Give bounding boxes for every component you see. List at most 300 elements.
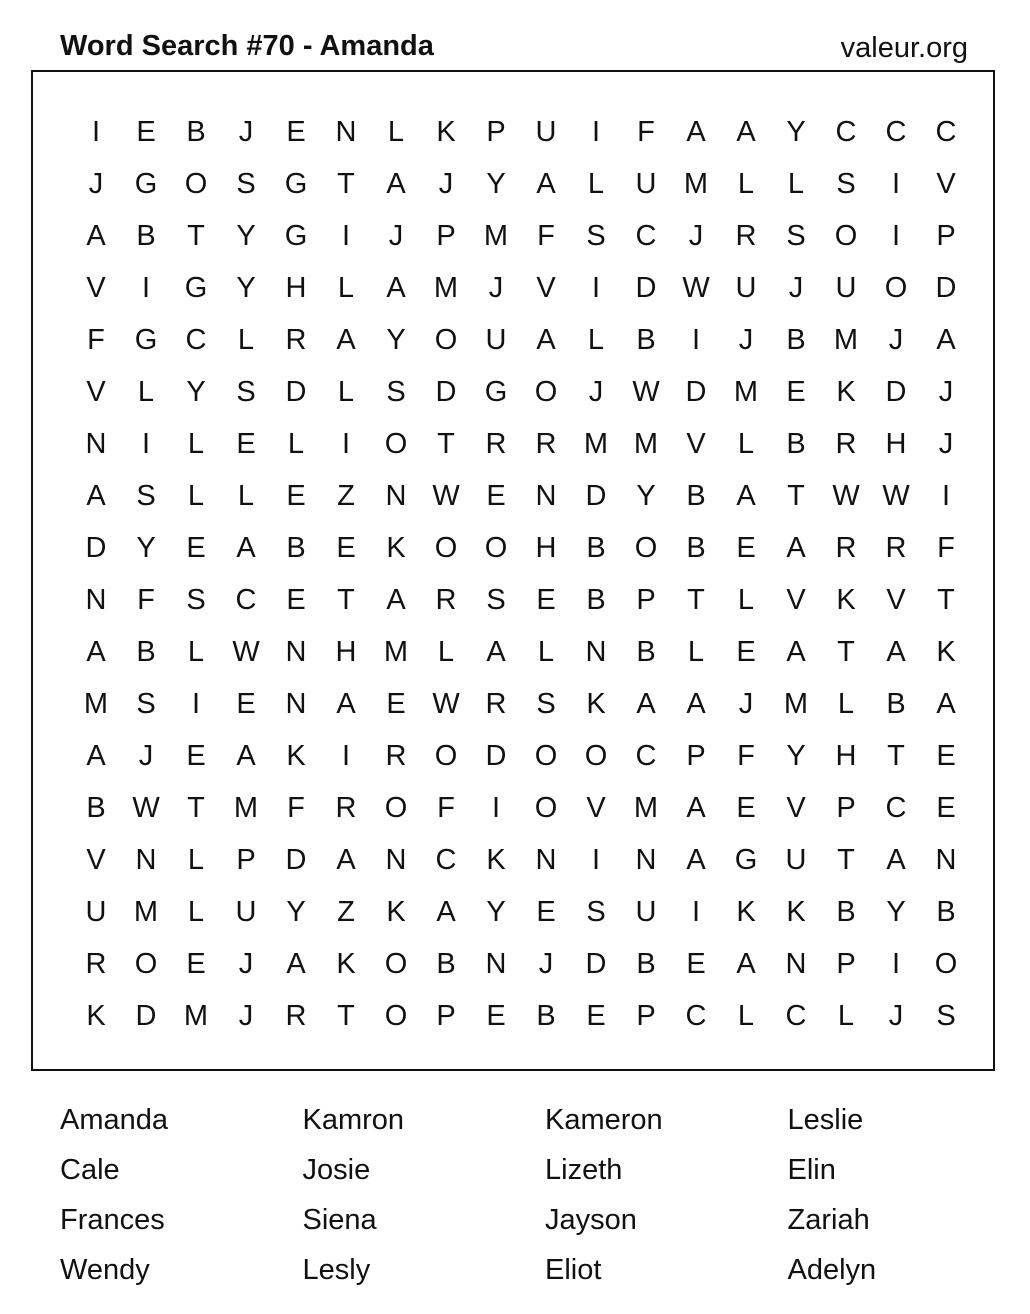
grid-cell[interactable]: A: [386, 584, 406, 616]
grid-cell[interactable]: B: [586, 584, 606, 616]
grid-cell[interactable]: N: [485, 948, 507, 980]
grid-cell[interactable]: I: [591, 272, 601, 304]
grid-cell[interactable]: G: [184, 272, 208, 304]
grid-cell[interactable]: U: [635, 168, 657, 200]
grid-cell[interactable]: A: [236, 532, 256, 564]
grid-cell[interactable]: P: [636, 1000, 656, 1032]
grid-cell[interactable]: Y: [786, 116, 806, 148]
grid-cell[interactable]: K: [386, 532, 406, 564]
grid-cell[interactable]: M: [433, 272, 459, 304]
grid-cell[interactable]: S: [586, 896, 606, 928]
grid-cell[interactable]: Y: [236, 220, 256, 252]
grid-cell[interactable]: L: [587, 168, 605, 200]
grid-cell[interactable]: M: [383, 636, 409, 668]
grid-cell[interactable]: R: [85, 948, 107, 980]
grid-cell[interactable]: F: [537, 220, 555, 252]
grid-cell[interactable]: N: [335, 116, 357, 148]
grid-cell[interactable]: K: [436, 116, 456, 148]
grid-cell[interactable]: R: [285, 324, 307, 356]
grid-cell[interactable]: N: [85, 428, 107, 460]
grid-cell[interactable]: V: [936, 168, 956, 200]
grid-cell[interactable]: I: [691, 324, 701, 356]
grid-cell[interactable]: L: [187, 636, 205, 668]
grid-cell[interactable]: B: [636, 948, 656, 980]
grid-cell[interactable]: A: [636, 688, 656, 720]
grid-cell[interactable]: B: [536, 1000, 556, 1032]
grid-cell[interactable]: S: [786, 220, 806, 252]
grid-cell[interactable]: Y: [386, 324, 406, 356]
grid-cell[interactable]: O: [384, 428, 408, 460]
grid-cell[interactable]: V: [886, 584, 906, 616]
grid-cell[interactable]: V: [86, 376, 106, 408]
grid-cell[interactable]: W: [432, 480, 460, 512]
grid-cell[interactable]: L: [337, 272, 355, 304]
grid-cell[interactable]: L: [337, 376, 355, 408]
grid-cell[interactable]: C: [885, 116, 907, 148]
grid-cell[interactable]: A: [686, 844, 706, 876]
grid-cell[interactable]: J: [538, 948, 554, 980]
grid-cell[interactable]: L: [137, 376, 155, 408]
grid-cell[interactable]: I: [491, 792, 501, 824]
grid-cell[interactable]: K: [736, 896, 756, 928]
grid-cell[interactable]: F: [87, 324, 105, 356]
grid-cell[interactable]: L: [187, 480, 205, 512]
grid-cell[interactable]: R: [485, 428, 507, 460]
grid-cell[interactable]: P: [636, 584, 656, 616]
grid-cell[interactable]: M: [683, 168, 709, 200]
grid-cell[interactable]: V: [586, 792, 606, 824]
grid-cell[interactable]: T: [787, 480, 805, 512]
grid-cell[interactable]: U: [785, 844, 807, 876]
grid-cell[interactable]: Y: [636, 480, 656, 512]
grid-cell[interactable]: A: [336, 688, 356, 720]
grid-cell[interactable]: V: [86, 844, 106, 876]
grid-cell[interactable]: L: [187, 896, 205, 928]
grid-cell[interactable]: T: [437, 428, 455, 460]
grid-cell[interactable]: L: [437, 636, 455, 668]
grid-cell[interactable]: J: [238, 1000, 254, 1032]
grid-cell[interactable]: Y: [886, 896, 906, 928]
grid-cell[interactable]: L: [737, 428, 755, 460]
grid-cell[interactable]: R: [435, 584, 457, 616]
grid-cell[interactable]: N: [135, 844, 157, 876]
grid-cell[interactable]: J: [738, 324, 754, 356]
grid-cell[interactable]: E: [286, 480, 306, 512]
grid-cell[interactable]: S: [136, 480, 156, 512]
grid-cell[interactable]: R: [835, 428, 857, 460]
grid-cell[interactable]: Y: [486, 168, 506, 200]
grid-cell[interactable]: P: [686, 740, 706, 772]
grid-cell[interactable]: B: [636, 324, 656, 356]
grid-cell[interactable]: M: [583, 428, 609, 460]
grid-cell[interactable]: E: [736, 636, 756, 668]
grid-cell[interactable]: O: [384, 792, 408, 824]
grid-cell[interactable]: F: [737, 740, 755, 772]
grid-cell[interactable]: R: [535, 428, 557, 460]
grid-cell[interactable]: G: [734, 844, 758, 876]
grid-cell[interactable]: O: [634, 532, 658, 564]
grid-cell[interactable]: H: [885, 428, 907, 460]
grid-cell[interactable]: L: [287, 428, 305, 460]
grid-cell[interactable]: B: [686, 532, 706, 564]
grid-cell[interactable]: T: [337, 168, 355, 200]
grid-cell[interactable]: L: [237, 324, 255, 356]
grid-cell[interactable]: C: [935, 116, 957, 148]
grid-cell[interactable]: R: [385, 740, 407, 772]
grid-cell[interactable]: B: [86, 792, 106, 824]
grid-cell[interactable]: J: [438, 168, 454, 200]
grid-cell[interactable]: H: [835, 740, 857, 772]
grid-cell[interactable]: H: [285, 272, 307, 304]
grid-cell[interactable]: M: [633, 792, 659, 824]
grid-cell[interactable]: D: [285, 376, 307, 408]
grid-cell[interactable]: C: [435, 844, 457, 876]
grid-cell[interactable]: A: [336, 324, 356, 356]
grid-cell[interactable]: G: [134, 324, 158, 356]
grid-cell[interactable]: E: [686, 948, 706, 980]
grid-cell[interactable]: C: [635, 220, 657, 252]
grid-cell[interactable]: G: [284, 168, 308, 200]
grid-cell[interactable]: P: [836, 792, 856, 824]
grid-cell[interactable]: E: [236, 688, 256, 720]
grid-cell[interactable]: O: [434, 532, 458, 564]
grid-cell[interactable]: R: [485, 688, 507, 720]
grid-cell[interactable]: L: [237, 480, 255, 512]
grid-cell[interactable]: O: [534, 792, 558, 824]
grid-cell[interactable]: A: [86, 480, 106, 512]
grid-cell[interactable]: N: [935, 844, 957, 876]
grid-cell[interactable]: E: [936, 792, 956, 824]
grid-cell[interactable]: N: [535, 844, 557, 876]
grid-cell[interactable]: A: [286, 948, 306, 980]
grid-cell[interactable]: R: [885, 532, 907, 564]
grid-cell[interactable]: D: [685, 376, 707, 408]
grid-cell[interactable]: A: [886, 844, 906, 876]
grid-cell[interactable]: M: [133, 896, 159, 928]
grid-cell[interactable]: J: [888, 324, 904, 356]
grid-cell[interactable]: L: [387, 116, 405, 148]
grid-cell[interactable]: V: [686, 428, 706, 460]
grid-cell[interactable]: T: [937, 584, 955, 616]
grid-cell[interactable]: O: [134, 948, 158, 980]
grid-cell[interactable]: N: [535, 480, 557, 512]
grid-cell[interactable]: E: [286, 584, 306, 616]
grid-cell[interactable]: I: [341, 428, 351, 460]
grid-cell[interactable]: V: [536, 272, 556, 304]
grid-cell[interactable]: M: [633, 428, 659, 460]
grid-cell[interactable]: I: [191, 688, 201, 720]
grid-cell[interactable]: F: [637, 116, 655, 148]
grid-cell[interactable]: J: [488, 272, 504, 304]
grid-cell[interactable]: J: [888, 1000, 904, 1032]
grid-cell[interactable]: L: [187, 844, 205, 876]
grid-cell[interactable]: L: [537, 636, 555, 668]
grid-cell[interactable]: S: [536, 688, 556, 720]
grid-cell[interactable]: K: [936, 636, 956, 668]
grid-cell[interactable]: P: [436, 1000, 456, 1032]
grid-cell[interactable]: A: [536, 168, 556, 200]
grid-cell[interactable]: I: [891, 948, 901, 980]
grid-cell[interactable]: Y: [186, 376, 206, 408]
grid-cell[interactable]: E: [736, 532, 756, 564]
grid-cell[interactable]: A: [936, 688, 956, 720]
grid-cell[interactable]: N: [385, 480, 407, 512]
grid-cell[interactable]: A: [536, 324, 556, 356]
grid-cell[interactable]: O: [434, 740, 458, 772]
grid-cell[interactable]: T: [687, 584, 705, 616]
grid-cell[interactable]: A: [386, 168, 406, 200]
grid-cell[interactable]: D: [285, 844, 307, 876]
grid-cell[interactable]: I: [341, 740, 351, 772]
grid-cell[interactable]: S: [136, 688, 156, 720]
grid-cell[interactable]: N: [585, 636, 607, 668]
grid-cell[interactable]: B: [186, 116, 206, 148]
grid-cell[interactable]: M: [833, 324, 859, 356]
grid-cell[interactable]: L: [787, 168, 805, 200]
grid-cell[interactable]: O: [884, 272, 908, 304]
grid-cell[interactable]: J: [588, 376, 604, 408]
grid-cell[interactable]: B: [836, 896, 856, 928]
grid-cell[interactable]: M: [733, 376, 759, 408]
grid-cell[interactable]: E: [486, 480, 506, 512]
grid-cell[interactable]: B: [586, 532, 606, 564]
grid-cell[interactable]: A: [686, 116, 706, 148]
grid-cell[interactable]: V: [86, 272, 106, 304]
grid-cell[interactable]: D: [85, 532, 107, 564]
grid-cell[interactable]: N: [285, 688, 307, 720]
grid-cell[interactable]: A: [436, 896, 456, 928]
grid-cell[interactable]: I: [891, 168, 901, 200]
grid-cell[interactable]: W: [232, 636, 260, 668]
grid-cell[interactable]: W: [432, 688, 460, 720]
grid-cell[interactable]: K: [786, 896, 806, 928]
grid-cell[interactable]: I: [141, 428, 151, 460]
grid-cell[interactable]: U: [535, 116, 557, 148]
grid-cell[interactable]: S: [236, 168, 256, 200]
grid-cell[interactable]: B: [136, 220, 156, 252]
grid-cell[interactable]: E: [736, 792, 756, 824]
grid-cell[interactable]: D: [485, 740, 507, 772]
grid-cell[interactable]: U: [835, 272, 857, 304]
grid-cell[interactable]: H: [535, 532, 557, 564]
grid-cell[interactable]: I: [341, 220, 351, 252]
grid-cell[interactable]: N: [785, 948, 807, 980]
grid-cell[interactable]: E: [786, 376, 806, 408]
grid-cell[interactable]: J: [388, 220, 404, 252]
grid-cell[interactable]: E: [336, 532, 356, 564]
grid-cell[interactable]: B: [136, 636, 156, 668]
grid-cell[interactable]: Z: [337, 480, 355, 512]
grid-cell[interactable]: J: [738, 688, 754, 720]
grid-cell[interactable]: U: [735, 272, 757, 304]
grid-cell[interactable]: K: [836, 376, 856, 408]
grid-cell[interactable]: L: [187, 428, 205, 460]
grid-cell[interactable]: I: [591, 116, 601, 148]
grid-cell[interactable]: T: [837, 636, 855, 668]
grid-cell[interactable]: O: [834, 220, 858, 252]
grid-cell[interactable]: F: [287, 792, 305, 824]
grid-cell[interactable]: B: [886, 688, 906, 720]
grid-cell[interactable]: P: [486, 116, 506, 148]
grid-cell[interactable]: U: [235, 896, 257, 928]
grid-cell[interactable]: U: [635, 896, 657, 928]
grid-cell[interactable]: A: [86, 220, 106, 252]
grid-cell[interactable]: O: [434, 324, 458, 356]
grid-cell[interactable]: S: [836, 168, 856, 200]
grid-cell[interactable]: J: [88, 168, 104, 200]
grid-cell[interactable]: O: [934, 948, 958, 980]
grid-cell[interactable]: T: [187, 792, 205, 824]
grid-cell[interactable]: D: [885, 376, 907, 408]
grid-cell[interactable]: O: [534, 740, 558, 772]
grid-cell[interactable]: N: [85, 584, 107, 616]
grid-cell[interactable]: K: [86, 1000, 106, 1032]
grid-cell[interactable]: W: [882, 480, 910, 512]
grid-cell[interactable]: O: [584, 740, 608, 772]
grid-cell[interactable]: E: [286, 116, 306, 148]
grid-cell[interactable]: E: [186, 532, 206, 564]
grid-cell[interactable]: A: [736, 116, 756, 148]
grid-cell[interactable]: J: [938, 376, 954, 408]
grid-cell[interactable]: K: [836, 584, 856, 616]
grid-cell[interactable]: U: [85, 896, 107, 928]
grid-cell[interactable]: Y: [486, 896, 506, 928]
grid-cell[interactable]: C: [885, 792, 907, 824]
grid-cell[interactable]: E: [536, 896, 556, 928]
grid-cell[interactable]: E: [136, 116, 156, 148]
grid-cell[interactable]: Z: [337, 896, 355, 928]
grid-cell[interactable]: P: [436, 220, 456, 252]
grid-cell[interactable]: N: [285, 636, 307, 668]
grid-cell[interactable]: P: [936, 220, 956, 252]
grid-cell[interactable]: E: [186, 740, 206, 772]
grid-cell[interactable]: N: [385, 844, 407, 876]
grid-cell[interactable]: C: [685, 1000, 707, 1032]
grid-cell[interactable]: R: [835, 532, 857, 564]
grid-cell[interactable]: A: [686, 792, 706, 824]
grid-cell[interactable]: C: [235, 584, 257, 616]
grid-cell[interactable]: F: [437, 792, 455, 824]
grid-cell[interactable]: H: [335, 636, 357, 668]
grid-cell[interactable]: J: [688, 220, 704, 252]
grid-cell[interactable]: V: [786, 792, 806, 824]
grid-cell[interactable]: M: [483, 220, 509, 252]
grid-cell[interactable]: I: [591, 844, 601, 876]
grid-cell[interactable]: D: [435, 376, 457, 408]
grid-cell[interactable]: B: [436, 948, 456, 980]
grid-cell[interactable]: L: [687, 636, 705, 668]
grid-cell[interactable]: V: [786, 584, 806, 616]
grid-cell[interactable]: R: [735, 220, 757, 252]
grid-cell[interactable]: E: [586, 1000, 606, 1032]
grid-cell[interactable]: B: [636, 636, 656, 668]
grid-cell[interactable]: S: [486, 584, 506, 616]
grid-cell[interactable]: O: [384, 948, 408, 980]
grid-cell[interactable]: C: [835, 116, 857, 148]
grid-cell[interactable]: Y: [236, 272, 256, 304]
grid-cell[interactable]: A: [736, 948, 756, 980]
grid-cell[interactable]: Y: [136, 532, 156, 564]
grid-cell[interactable]: C: [785, 1000, 807, 1032]
grid-cell[interactable]: Y: [286, 896, 306, 928]
grid-cell[interactable]: D: [935, 272, 957, 304]
grid-cell[interactable]: E: [536, 584, 556, 616]
grid-cell[interactable]: S: [186, 584, 206, 616]
grid-cell[interactable]: C: [185, 324, 207, 356]
grid-cell[interactable]: K: [586, 688, 606, 720]
grid-cell[interactable]: O: [484, 532, 508, 564]
grid-cell[interactable]: A: [86, 740, 106, 772]
grid-cell[interactable]: B: [686, 480, 706, 512]
grid-cell[interactable]: K: [486, 844, 506, 876]
grid-cell[interactable]: U: [485, 324, 507, 356]
grid-cell[interactable]: G: [284, 220, 308, 252]
grid-cell[interactable]: P: [236, 844, 256, 876]
grid-cell[interactable]: L: [737, 584, 755, 616]
grid-cell[interactable]: E: [236, 428, 256, 460]
grid-cell[interactable]: J: [238, 948, 254, 980]
grid-cell[interactable]: N: [635, 844, 657, 876]
grid-cell[interactable]: E: [936, 740, 956, 772]
grid-cell[interactable]: Y: [786, 740, 806, 772]
grid-cell[interactable]: A: [386, 272, 406, 304]
grid-cell[interactable]: T: [837, 844, 855, 876]
grid-cell[interactable]: A: [886, 636, 906, 668]
grid-cell[interactable]: I: [141, 272, 151, 304]
grid-cell[interactable]: T: [337, 1000, 355, 1032]
grid-cell[interactable]: L: [737, 168, 755, 200]
grid-cell[interactable]: I: [941, 480, 951, 512]
grid-cell[interactable]: I: [691, 896, 701, 928]
grid-cell[interactable]: T: [187, 220, 205, 252]
grid-cell[interactable]: S: [386, 376, 406, 408]
grid-cell[interactable]: P: [836, 948, 856, 980]
grid-cell[interactable]: B: [786, 428, 806, 460]
grid-cell[interactable]: A: [736, 480, 756, 512]
grid-cell[interactable]: L: [837, 1000, 855, 1032]
grid-cell[interactable]: O: [384, 1000, 408, 1032]
grid-cell[interactable]: K: [386, 896, 406, 928]
grid-cell[interactable]: D: [585, 948, 607, 980]
grid-cell[interactable]: L: [737, 1000, 755, 1032]
grid-cell[interactable]: A: [236, 740, 256, 772]
grid-cell[interactable]: D: [635, 272, 657, 304]
grid-cell[interactable]: E: [386, 688, 406, 720]
grid-cell[interactable]: A: [86, 636, 106, 668]
grid-cell[interactable]: M: [233, 792, 259, 824]
grid-cell[interactable]: W: [632, 376, 660, 408]
grid-cell[interactable]: M: [183, 1000, 209, 1032]
grid-cell[interactable]: A: [336, 844, 356, 876]
grid-cell[interactable]: I: [891, 220, 901, 252]
grid-cell[interactable]: W: [132, 792, 160, 824]
grid-cell[interactable]: R: [285, 1000, 307, 1032]
grid-cell[interactable]: E: [186, 948, 206, 980]
grid-cell[interactable]: M: [783, 688, 809, 720]
grid-cell[interactable]: S: [586, 220, 606, 252]
grid-cell[interactable]: M: [83, 688, 109, 720]
grid-cell[interactable]: F: [137, 584, 155, 616]
grid-cell[interactable]: B: [936, 896, 956, 928]
grid-cell[interactable]: J: [138, 740, 154, 772]
grid-cell[interactable]: J: [238, 116, 254, 148]
grid-cell[interactable]: F: [937, 532, 955, 564]
grid-cell[interactable]: I: [91, 116, 101, 148]
grid-cell[interactable]: O: [534, 376, 558, 408]
grid-cell[interactable]: L: [587, 324, 605, 356]
grid-cell[interactable]: G: [484, 376, 508, 408]
grid-cell[interactable]: B: [286, 532, 306, 564]
